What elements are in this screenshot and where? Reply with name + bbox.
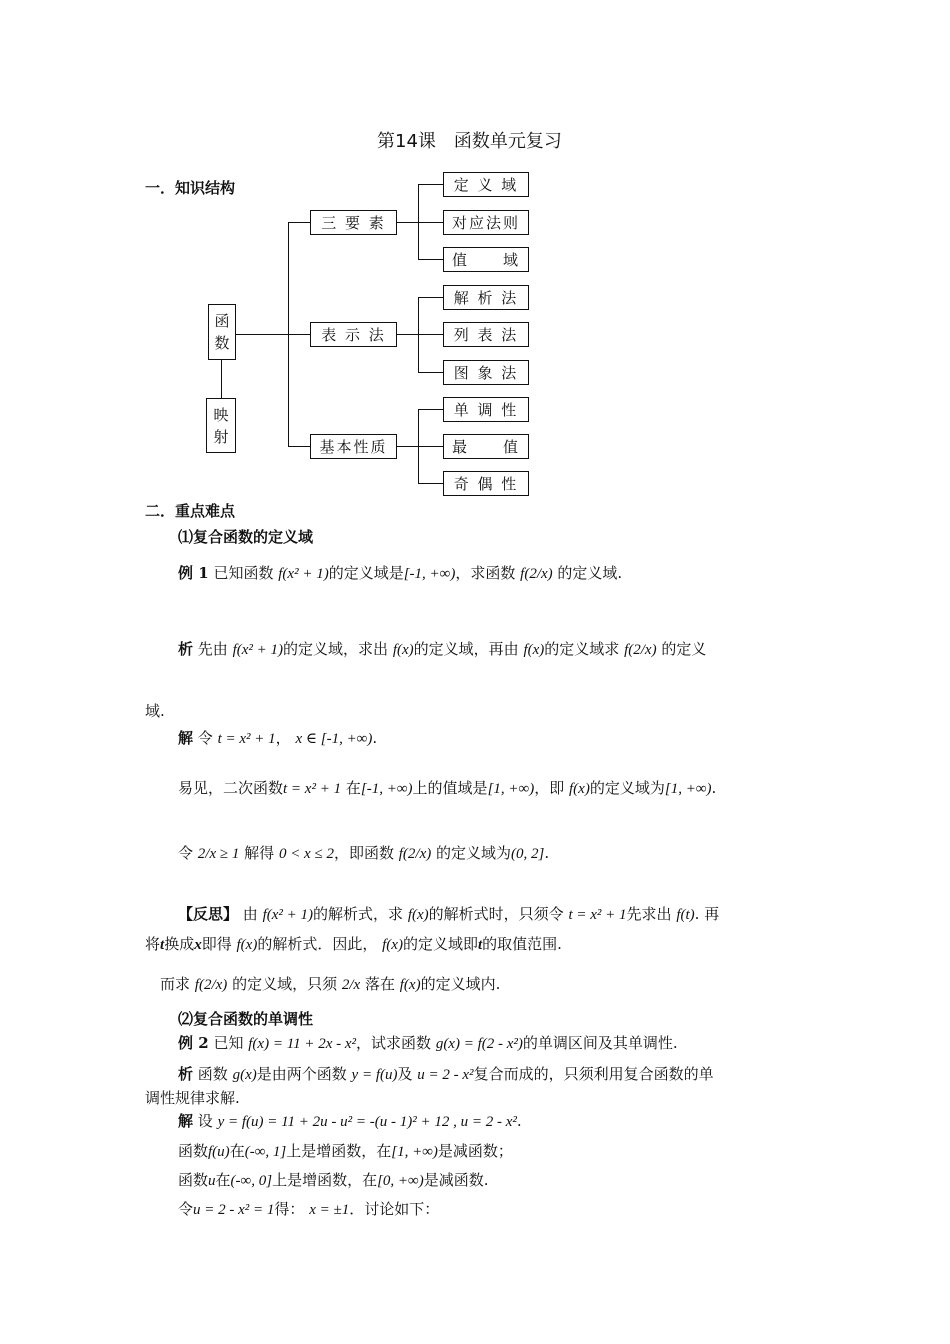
bracket-2-bot [418, 372, 444, 373]
leaf-box-analytic: 解 析 法 [443, 285, 529, 310]
bracket-stub-2 [396, 334, 419, 335]
formula: y = f(u) [351, 1067, 398, 1083]
solution-1-label: 解 [178, 729, 194, 747]
solution-1-line-2: 易见，二次函数t = x² + 1 在[-1, +∞)上的值域是[1, +∞)，即 f(x)的定义域为[1, +∞). [178, 779, 717, 797]
formula: f(2/x) [398, 846, 432, 862]
formula: [1, +∞) [487, 781, 535, 797]
subheading-composite-domain: ⑴复合函数的定义域 [178, 528, 314, 546]
formula: x = ±1 [309, 1202, 350, 1218]
section-heading-key-points: 二．重点难点 [145, 502, 236, 520]
bracket-1-top [418, 184, 444, 185]
formula: 2/x ≥ 1 [197, 846, 240, 862]
analysis-2-label: 析 [178, 1065, 194, 1083]
reflection: 【反思】 由 f(x² + 1)的解析式，求 f(x)的解析式时，只须令 t = x² + 1先求出 f(t). 再 [178, 905, 720, 923]
branch-line-2 [288, 334, 310, 335]
formula: [1, +∞) [664, 781, 712, 797]
solution-2-line-2: 函数f(u)在(-∞, 1]上是增函数，在[1, +∞)是减函数； [178, 1142, 513, 1160]
formula: f(x) [392, 642, 414, 658]
formula: (-∞, 1] [244, 1144, 287, 1160]
bracket-stub-1 [396, 222, 419, 223]
formula: g(x) [232, 1067, 257, 1083]
reflection-line-2: 将t换成x即得 f(x)的解析式．因此， f(x)的定义域即t的取值范围. [145, 935, 562, 953]
solution-2-line-3: 函数u在(-∞, 0]上是增函数，在[0, +∞)是减函数. [178, 1171, 489, 1189]
leaf-box-extrema: 最 值 [443, 434, 529, 459]
formula: f(x) [569, 781, 590, 797]
formula: f(2/x) [194, 977, 228, 993]
formula: 2/x [341, 977, 361, 993]
branch-box-representation: 表 示 法 [310, 322, 397, 347]
leaf-box-graph: 图 象 法 [443, 360, 529, 385]
bracket-1-bot [418, 259, 444, 260]
bracket-2-top [418, 297, 444, 298]
example-1: 例 1 已知函数 f(x² + 1)的定义域是[-1, +∞)，求函数 f(2/x) 的定义域. [178, 564, 623, 582]
formula: u [208, 1173, 216, 1189]
leaf-box-range: 值 域 [443, 247, 529, 272]
solution-2: 解 设 y = f(u) = 11 + 2u - u² = -(u - 1)² + 12 , u = 2 - x². [178, 1112, 522, 1130]
formula: f(x) [399, 977, 421, 993]
bracket-3-top [418, 409, 444, 410]
formula: [1, +∞) [391, 1144, 438, 1160]
bracket-stub-3 [396, 446, 419, 447]
analysis-1-cont: 域. [145, 702, 165, 720]
formula: f(x² + 1) [262, 907, 314, 923]
formula: f(t) [676, 907, 695, 923]
mapping-box [206, 398, 236, 453]
mapping-connector [221, 360, 222, 398]
formula: t = x² + 1 [283, 781, 342, 797]
analysis-1: 析 先由 f(x² + 1)的定义域，求出 f(x)的定义域，再由 f(x)的定义域求 f(2/x) 的定义 [178, 640, 707, 658]
formula: x ∈ [-1, +∞) [295, 731, 373, 747]
branch-box-elements: 三 要 素 [310, 210, 397, 235]
formula: g(x) = f(2 - x²) [435, 1036, 523, 1052]
branch-line-3 [288, 446, 310, 447]
formula: f(2/x) [520, 566, 553, 582]
formula: f(x) [407, 907, 429, 923]
section-heading-knowledge: 一．知识结构 [145, 179, 236, 197]
leaf-box-monotonic: 单 调 性 [443, 397, 529, 422]
leaf-box-table: 列 表 法 [443, 322, 529, 347]
formula: u = 2 - x² [417, 1067, 474, 1083]
branch-box-properties: 基本性质 [310, 434, 397, 459]
solution-1: 解 令 t = x² + 1， x ∈ [-1, +∞). [178, 729, 378, 747]
solution-2-label: 解 [178, 1112, 194, 1130]
formula: u = 2 - x² = 1 [193, 1202, 275, 1218]
analysis-2: 析 函数 g(x)是由两个函数 y = f(u)及 u = 2 - x²复合而成的，只须利用复合函数的单 [178, 1065, 714, 1083]
example-2-label: 例 2 [178, 1034, 209, 1052]
bracket-3-bot [418, 483, 444, 484]
formula: f(x) = 11 + 2x - x² [248, 1036, 357, 1052]
example-2: 例 2 已知 f(x) = 11 + 2x - x²，试求函数 g(x) = f(2 - x²)的单调区间及其单调性. [178, 1034, 678, 1052]
analysis-1-label: 析 [178, 640, 194, 658]
leaf-box-parity: 奇 偶 性 [443, 471, 529, 496]
bracket-1-mid [418, 222, 444, 223]
formula: [-1, +∞) [403, 566, 456, 582]
formula: f(x) [523, 642, 545, 658]
formula: [-1, +∞) [360, 781, 413, 797]
mapping-label: 映射 [213, 405, 229, 446]
formula: f(x) [382, 937, 403, 953]
branch-line-1 [288, 222, 310, 223]
leaf-box-domain: 定 义 域 [443, 172, 529, 197]
function-box [208, 304, 236, 360]
leaf-box-rule: 对应法则 [443, 210, 529, 235]
bracket-2-mid [418, 334, 444, 335]
subheading-composite-monotonicity: ⑵复合函数的单调性 [178, 1010, 314, 1028]
formula: 0 < x ≤ 2 [278, 846, 334, 862]
formula: f(x) [236, 937, 258, 953]
function-label: 函数 [214, 312, 230, 352]
reflection-line-3: 而求 f(2/x) 的定义域，只须 2/x 落在 f(x)的定义域内. [160, 975, 501, 993]
formula: (-∞, 0] [230, 1173, 273, 1189]
root-connector [235, 334, 289, 335]
formula: [0, +∞) [377, 1173, 424, 1189]
formula: y = f(u) = 11 + 2u - u² = -(u - 1)² + 12 , u = 2 - x² [217, 1114, 517, 1130]
solution-2-line-4: 令u = 2 - x² = 1得： x = ±1．讨论如下： [178, 1200, 440, 1218]
formula: f(x² + 1) [232, 642, 284, 658]
formula: f(2/x) [624, 642, 657, 658]
bracket-2 [418, 297, 419, 373]
example-1-label: 例 1 [178, 564, 209, 582]
solution-1-line-3: 令 2/x ≥ 1 解得 0 < x ≤ 2，即函数 f(2/x) 的定义域为(0, 2]. [178, 844, 550, 862]
bracket-3-mid [418, 446, 444, 447]
formula: (0, 2] [511, 846, 545, 862]
formula: t = x² + 1 [217, 731, 276, 747]
formula: f(x² + 1) [278, 566, 329, 582]
analysis-2-cont: 调性规律求解. [145, 1089, 240, 1107]
reflection-label: 【反思】 [178, 905, 239, 923]
page-title: 第14课 函数单元复习 [377, 131, 562, 152]
formula: t = x² + 1 [568, 907, 627, 923]
formula: f(u) [208, 1144, 230, 1160]
